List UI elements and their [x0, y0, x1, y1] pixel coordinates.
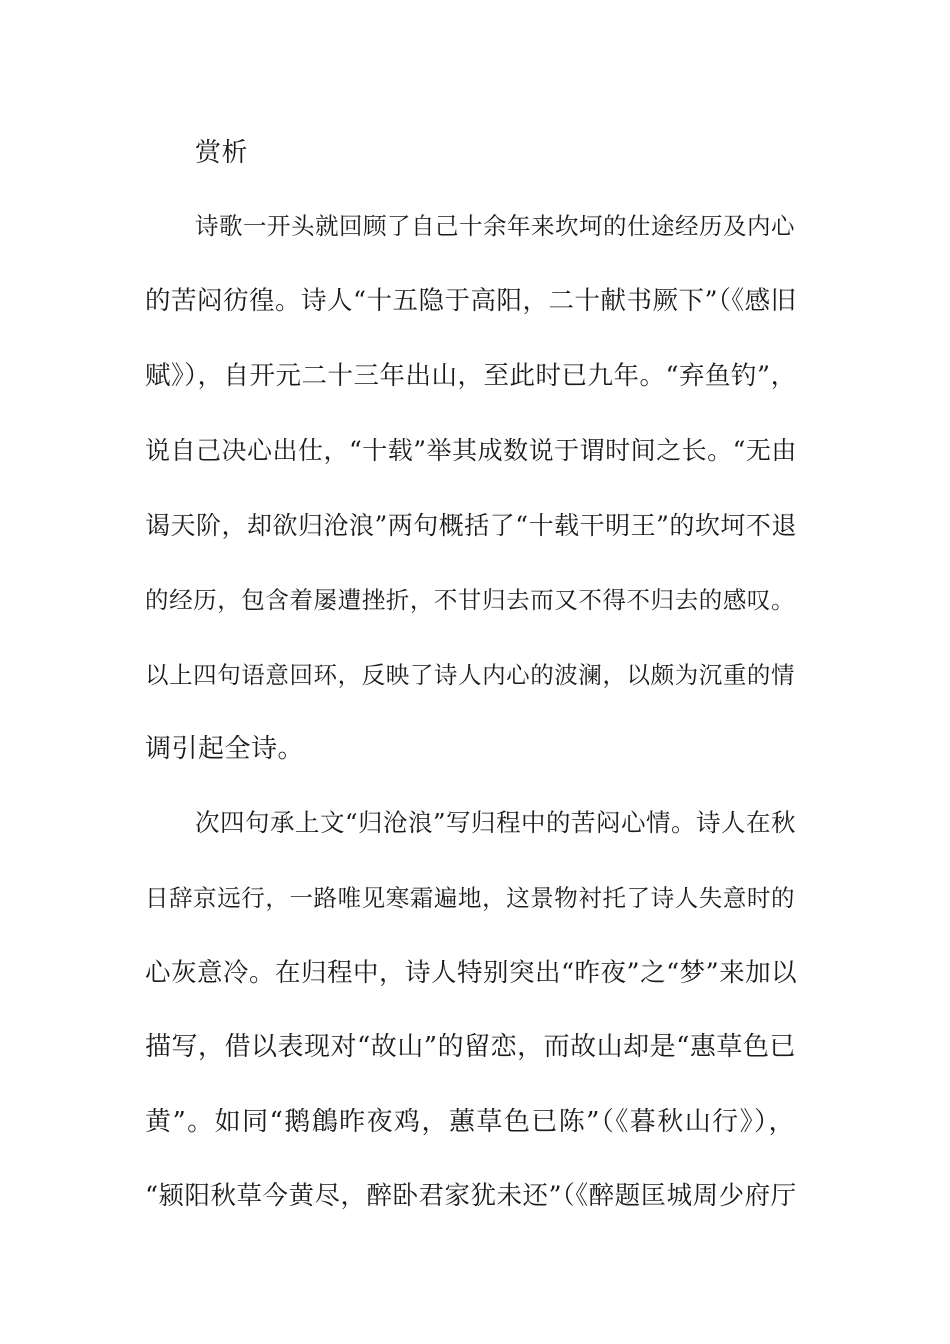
paragraph-2-line-3: 心灰意冷。在归程中，诗人特别突出“昨夜”之“梦”来加以	[145, 958, 798, 988]
paragraph-2-line-5: 黄”。如同“鹅鶬昨夜鸡，蕙草色已陈”（《暮秋山行》），	[145, 1107, 795, 1137]
paragraph-1-line-8: 调引起全诗。	[145, 734, 305, 764]
paragraph-2-line-2: 日辞京远行，一路唯见寒霜遍地，这景物衬托了诗人失意时的	[145, 884, 795, 912]
paragraph-1-line-1: 诗歌一开头就回顾了自己十余年来坎坷的仕途经历及内心	[195, 212, 795, 240]
paragraph-2-line-4: 描写，借以表现对“故山”的留恋，而故山却是“惠草色已	[145, 1032, 796, 1062]
paragraph-1-line-3: 赋》），自开元二十三年出山，至此时已九年。“弃鱼钓”，	[145, 361, 797, 391]
paragraph-1-line-5: 谒天阶，却欲归沧浪”两句概括了“十载干明王”的坎坷不退	[145, 511, 797, 540]
paragraph-1-line-2: 的苦闷彷徨。诗人“十五隐于高阳，二十献书厥下”（《感旧	[145, 286, 797, 316]
paragraph-1-line-7: 以上四句语意回环，反映了诗人内心的波澜，以颇为沉重的情	[145, 661, 795, 689]
paragraph-2-line-6: “颍阳秋草今黄尽，醉卧君家犹未还”（《醉题匡城周少府厅	[145, 1181, 797, 1211]
section-heading: 赏析	[195, 138, 249, 168]
paragraph-2-line-1: 次四句承上文“归沧浪”写归程中的苦闷心情。诗人在秋	[195, 808, 797, 837]
paragraph-1-line-6: 的经历，包含着屡遭挫折，不甘归去而又不得不归去的感叹。	[145, 586, 795, 614]
paragraph-1-line-4: 说自己决心出仕，“十载”举其成数说于谓时间之长。“无由	[145, 436, 797, 465]
